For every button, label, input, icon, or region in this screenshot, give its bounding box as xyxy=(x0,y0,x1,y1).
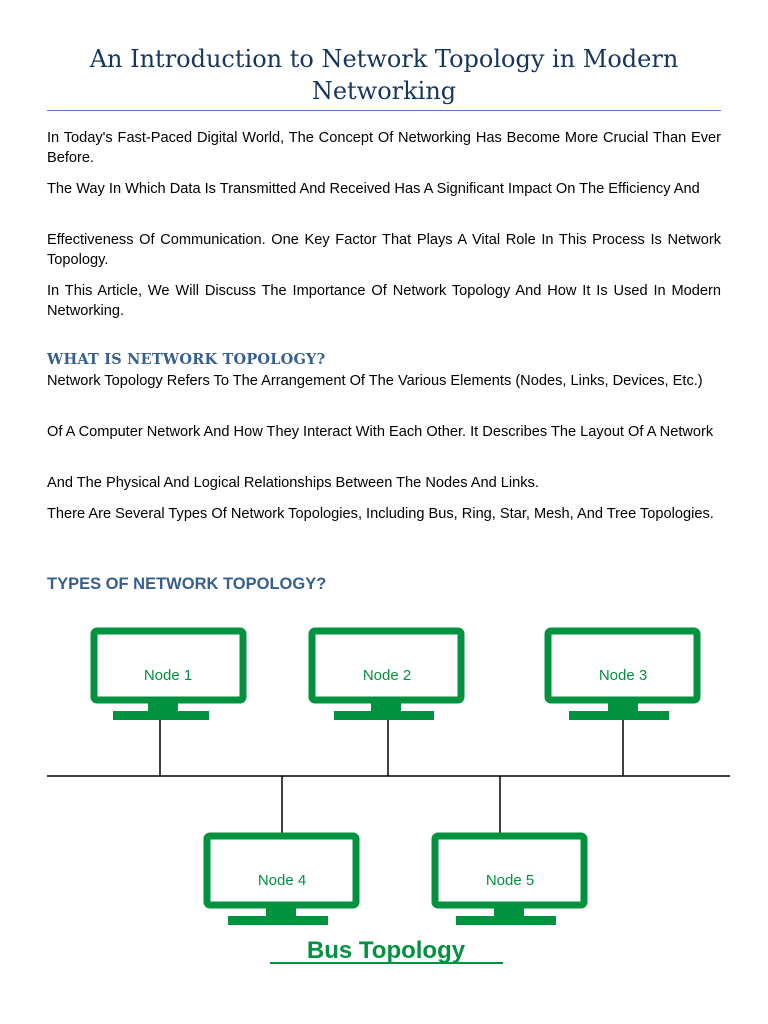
monitor-screen xyxy=(94,631,243,700)
intro-paragraph-3: Effectiveness Of Communication. One Key Factor That Plays A Vital Role In This Process Is Network Topology. xyxy=(47,232,721,268)
section1-paragraph-3: And The Physical And Logical Relationships Between The Nodes And Links. xyxy=(47,475,539,491)
section-heading-types: TYPES OF NETWORK TOPOLOGY? xyxy=(47,575,327,593)
monitor-node-4 xyxy=(207,836,356,925)
monitor-neck xyxy=(148,700,178,712)
monitor-base xyxy=(569,711,669,720)
node-label: Node 2 xyxy=(362,667,412,684)
monitor-node-1 xyxy=(94,631,243,720)
monitor-node-2 xyxy=(312,631,461,720)
monitor-base xyxy=(113,711,209,720)
monitor-screen xyxy=(435,836,584,905)
section1-paragraph-1: Network Topology Refers To The Arrangement Of The Various Elements (Nodes, Links, Devices, Etc.) xyxy=(47,373,703,389)
node-label: Node 3 xyxy=(598,667,648,684)
monitor-neck xyxy=(266,905,296,917)
node-label: Node 1 xyxy=(143,667,193,684)
section-heading-what-is: WHAT IS NETWORK TOPOLOGY? xyxy=(47,351,326,368)
bus-topology-diagram xyxy=(0,620,768,970)
monitor-base xyxy=(334,711,434,720)
monitor-screen xyxy=(548,631,697,700)
intro-paragraph-2: The Way In Which Data Is Transmitted And Received Has A Significant Impact On The Efficiency And xyxy=(47,181,700,197)
monitor-base xyxy=(456,916,556,925)
title-divider xyxy=(47,110,721,111)
diagram-caption: Bus Topology xyxy=(306,937,466,964)
monitor-neck xyxy=(608,700,638,712)
monitor-node-5 xyxy=(435,836,584,925)
monitor-neck xyxy=(371,700,401,712)
monitor-screen xyxy=(312,631,461,700)
node-label: Node 4 xyxy=(257,872,307,889)
intro-paragraph-1: In Today's Fast-Paced Digital World, The Concept Of Networking Has Become More Crucial Than Ever Before. xyxy=(47,130,721,166)
node-label: Node 5 xyxy=(485,872,535,889)
monitor-node-3 xyxy=(548,631,697,720)
section1-paragraph-2: Of A Computer Network And How They Interact With Each Other. It Describes The Layout Of A Network xyxy=(47,424,714,440)
monitor-base xyxy=(228,916,328,925)
page-title: An Introduction to Network Topology in Modern Networking xyxy=(89,45,679,105)
section1-paragraph-4: There Are Several Types Of Network Topologies, Including Bus, Ring, Star, Mesh, And Tree Topologies. xyxy=(47,506,714,522)
intro-paragraph-4: In This Article, We Will Discuss The Importance Of Network Topology And How It Is Used In Modern Networking. xyxy=(47,283,721,319)
monitor-screen xyxy=(207,836,356,905)
monitor-neck xyxy=(494,905,524,917)
